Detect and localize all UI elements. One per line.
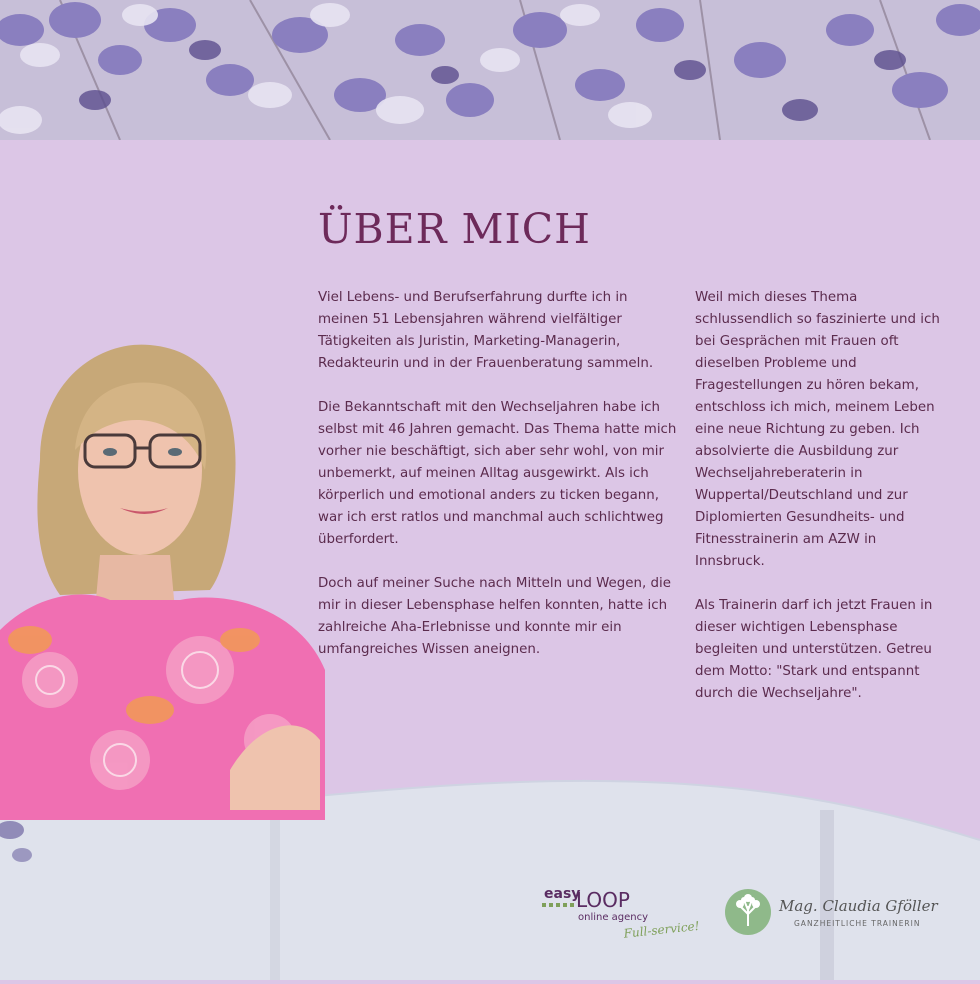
- about-paragraph: Weil mich dieses Thema schlussendlich so faszinierte und ich bei Gesprächen mit Frauen oft dieselben Probleme und Fragestellungen zu hören bekam, entschloss ich mich, meinem Leben eine neue Richtung zu geben. Ich absolvierte die Ausbildung zur Wechseljahreberaterin in Wuppertal/Deutschland und zur Diplomierten Gesundheits- und Fitnesstrainerin am AZW in Innsbruck.: [695, 290, 940, 569]
- page-title: ÜBER MICH: [318, 205, 591, 253]
- logo-loop-text: LOOP: [576, 888, 630, 912]
- about-paragraph: Die Bekanntschaft mit den Wechseljahren habe ich selbst mit 46 Jahren gemacht. Das Thema hatte mich vorher nie beschäftigt, sich aber sehr wohl, von mir unbemerkt, auf meinen Alltag ausgewirkt. Als ich körperlich und emotional anders zu ticken begann, war ich erst ratlos und manchmal auch schlichtweg überfordert.: [318, 400, 677, 547]
- about-text-left-column: [318, 287, 678, 683]
- about-paragraph: Als Trainerin darf ich jetzt Frauen in dieser wichtigen Lebensphase begleiten und unterstützen. Getreu dem Motto: "Stark und entspannt durch die Wechseljahre".: [695, 598, 933, 701]
- trainer-logo: [724, 886, 944, 938]
- wisteria-banner-image: [0, 0, 980, 140]
- about-text-right-column: [695, 287, 945, 727]
- logo-tagline-text: Full-service!: [622, 918, 701, 941]
- trainer-name-text: Mag. Claudia Gföller: [779, 897, 938, 915]
- logo-subtitle-text: online agency: [578, 912, 649, 923]
- trainer-subtitle-text: GANZHEITLICHE TRAINERIN: [794, 919, 921, 928]
- about-paragraph: Doch auf meiner Suche nach Mitteln und Wegen, die mir in dieser Lebensphase helfen konnten, hatte ich zahlreiche Aha-Erlebnisse und konnte mir ein umfangreiches Wissen aneignen.: [318, 576, 671, 657]
- easyloop-logo: [540, 885, 710, 945]
- logo-easy-text: easy: [544, 886, 581, 902]
- wisteria-flowers-illustration: [0, 0, 980, 140]
- about-paragraph: Viel Lebens- und Berufserfahrung durfte ich in meinen 51 Lebensjahren während vielfältiger Tätigkeiten als Juristin, Marketing-Managerin, Redakteurin und in der Frauenberatung sammeln.: [318, 290, 654, 371]
- portrait-illustration: [0, 340, 330, 820]
- dots-icon: [542, 903, 574, 907]
- portrait-photo: [0, 340, 330, 820]
